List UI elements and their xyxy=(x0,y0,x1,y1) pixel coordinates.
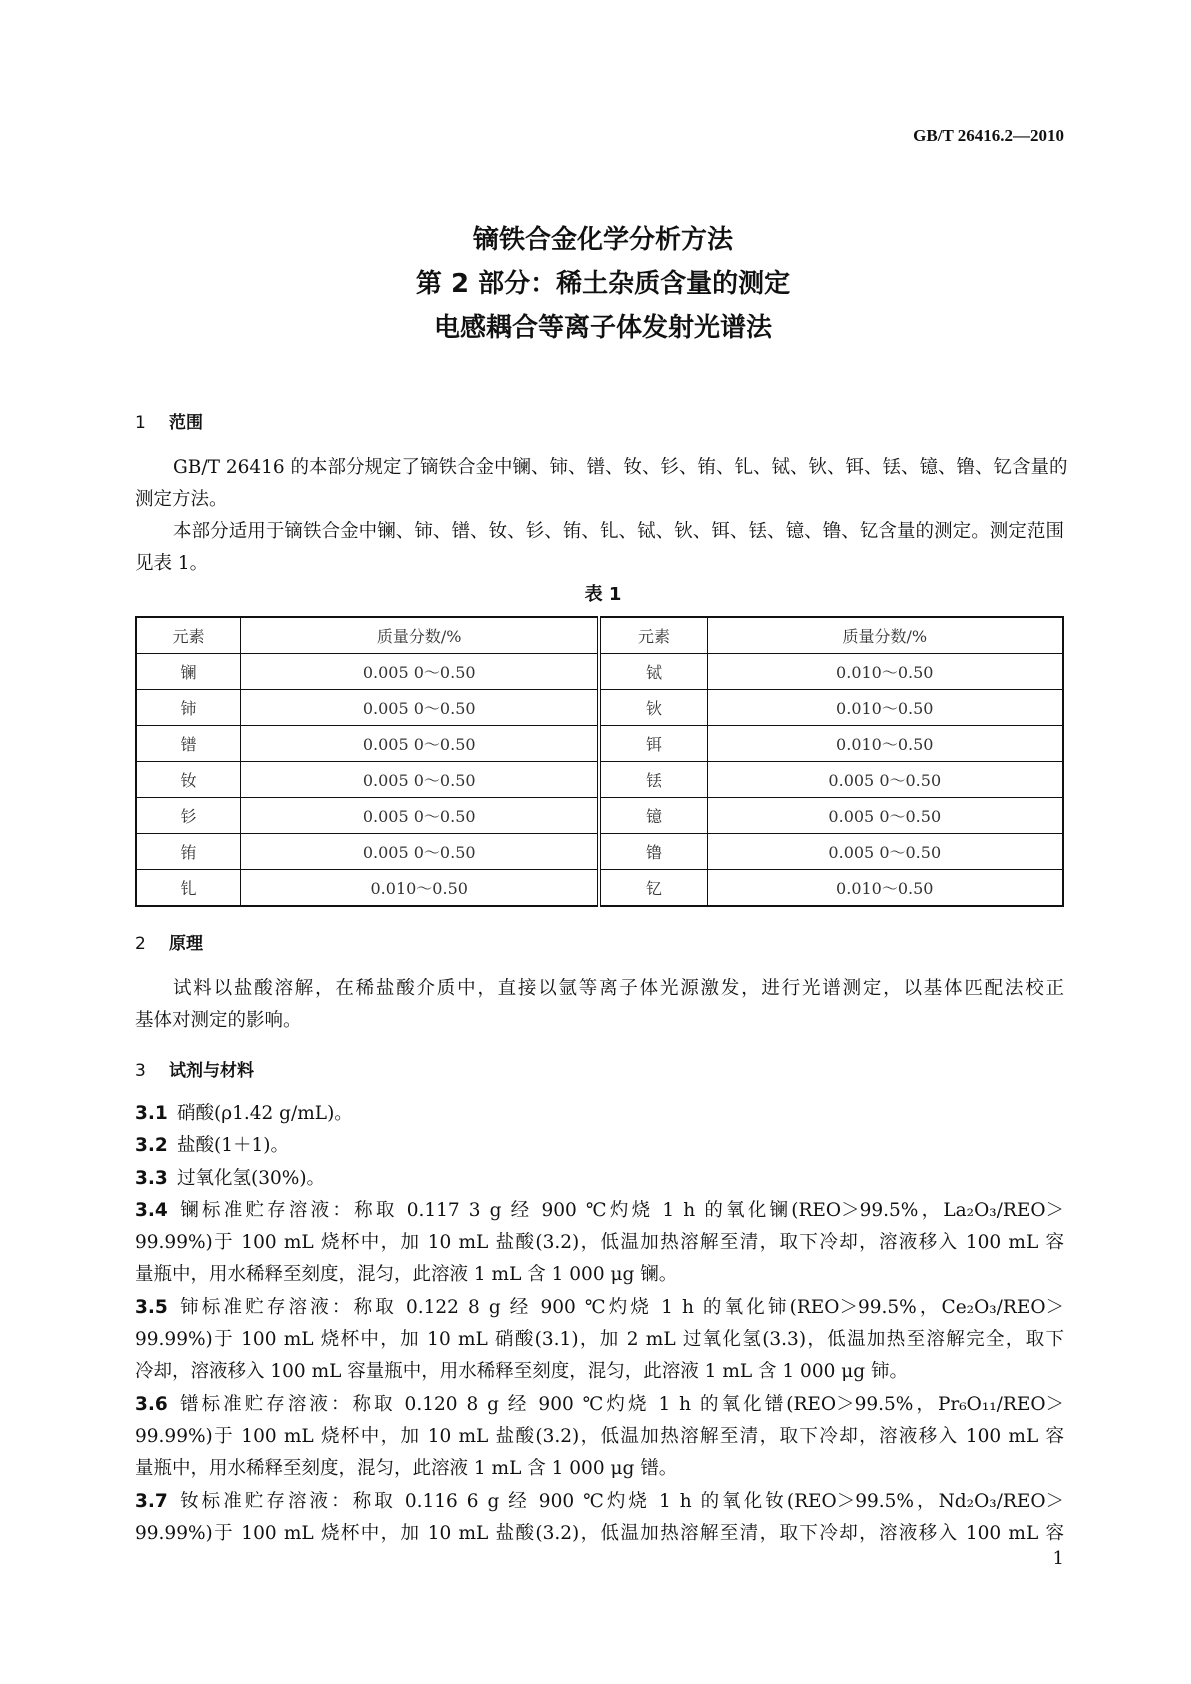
reagent-number: 3.5 xyxy=(135,1296,168,1318)
table-row xyxy=(136,726,1063,762)
mass-fraction-cell: 0.005 0～0.50 xyxy=(240,762,599,798)
mass-fraction-cell: 0.005 0～0.50 xyxy=(707,798,1063,834)
page-number: 1 xyxy=(1052,1548,1064,1569)
header-cell: 质量分数/% xyxy=(240,617,599,654)
mass-fraction-cell: 0.005 0～0.50 xyxy=(240,798,599,834)
reagent-number: 3.1 xyxy=(135,1103,168,1124)
reagent-text: 冷却，溶液移入 100 mL 容量瓶中，用水稀释至刻度，混匀，此溶液 1 mL 含 1 000 μg 铈。 xyxy=(135,1361,908,1383)
mass-fraction-cell: 0.005 0～0.50 xyxy=(707,762,1063,798)
mass-fraction-cell: 0.005 0～0.50 xyxy=(240,726,599,762)
element-cell: 铒 xyxy=(599,726,707,762)
reagent-number: 3.7 xyxy=(135,1490,168,1512)
reagent-text: 硝酸(ρ1.42 g/mL)。 xyxy=(177,1103,353,1124)
reagent-text: 99.99%)于 100 mL 烧杯中，加 10 mL 硝酸(3.1)，加 2 mL 过氧化氢(3.3)，低温加热至溶解完全，取下 xyxy=(135,1329,1064,1351)
element-cell: 钐 xyxy=(136,798,240,834)
element-cell: 钆 xyxy=(136,870,240,907)
reagent-text: 铈标准贮存溶液：称取 0.122 8 g 经 900 ℃灼烧 1 h 的氧化铈(REO＞99.5%，Ce₂O₃/REO＞ xyxy=(177,1296,1064,1318)
reagent-list xyxy=(135,1098,1064,1550)
element-cell: 铈 xyxy=(136,690,240,726)
reagent-text: 99.99%)于 100 mL 烧杯中，加 10 mL 盐酸(3.2)，低温加热溶解至清，取下冷却，溶液移入 100 mL 容 xyxy=(135,1522,1064,1544)
reagent-number: 3.2 xyxy=(135,1135,168,1157)
mass-fraction-cell: 0.010～0.50 xyxy=(707,726,1063,762)
header-cell: 元素 xyxy=(136,617,240,654)
section-heading-scope: 1 范围 xyxy=(135,413,203,433)
reagent-text: 过氧化氢(30%)。 xyxy=(177,1167,326,1189)
mass-fraction-cell: 0.010～0.50 xyxy=(240,870,599,907)
standard-number: GB/T 26416.2—2010 xyxy=(913,126,1064,145)
element-cell: 镧 xyxy=(136,654,240,690)
reagent-text: 镨标准贮存溶液：称取 0.120 8 g 经 900 ℃灼烧 1 h 的氧化镨(REO＞99.5%，Pr₆O₁₁/REO＞ xyxy=(177,1393,1064,1415)
reagent-text: 99.99%)于 100 mL 烧杯中，加 10 mL 盐酸(3.2)，低温加热溶解至清，取下冷却，溶液移入 100 mL 容 xyxy=(135,1232,1064,1254)
mass-fraction-cell: 0.010～0.50 xyxy=(707,690,1063,726)
reagent-item xyxy=(135,1486,1064,1551)
reagent-text: 镧标准贮存溶液：称取 0.117 3 g 经 900 ℃灼烧 1 h 的氧化镧(REO＞99.5%，La₂O₃/REO＞ xyxy=(177,1199,1064,1221)
principle-paragraph: 试料以盐酸溶解，在稀盐酸介质中，直接以氩等离子体光源激发，进行光谱测定，以基体匹配法校正 基体对测定的影响。 xyxy=(135,978,1064,1032)
section-heading-principle: 2 原理 xyxy=(135,934,203,954)
element-cell: 铽 xyxy=(599,654,707,690)
reagent-item xyxy=(135,1389,1064,1486)
reagent-item xyxy=(135,1098,1064,1130)
table-header-row xyxy=(136,617,1063,654)
section-heading-reagents: 3 试剂与材料 xyxy=(135,1061,254,1081)
table-row xyxy=(136,798,1063,834)
element-cell: 镨 xyxy=(136,726,240,762)
reagent-item xyxy=(135,1195,1064,1292)
element-cell: 铥 xyxy=(599,762,707,798)
table-caption: 表 1 xyxy=(584,584,622,605)
reagent-text: 量瓶中，用水稀释至刻度，混匀，此溶液 1 mL 含 1 000 μg 镨。 xyxy=(135,1458,678,1480)
mass-fraction-cell: 0.010～0.50 xyxy=(707,870,1063,907)
mass-fraction-cell: 0.005 0～0.50 xyxy=(240,690,599,726)
table-row xyxy=(136,654,1063,690)
mass-fraction-cell: 0.005 0～0.50 xyxy=(240,654,599,690)
title-line: 镝铁合金化学分析方法 xyxy=(472,225,733,255)
reagent-text: 99.99%)于 100 mL 烧杯中，加 10 mL 盐酸(3.2)，低温加热溶解至清，取下冷却，溶液移入 100 mL 容 xyxy=(135,1425,1064,1447)
header-cell: 元素 xyxy=(599,617,707,654)
reagent-number: 3.6 xyxy=(135,1393,168,1415)
reagent-text: 盐酸(1＋1)。 xyxy=(177,1135,289,1157)
header-cell: 质量分数/% xyxy=(707,617,1063,654)
element-range-table xyxy=(135,616,1064,907)
table-row xyxy=(136,834,1063,870)
element-cell: 铕 xyxy=(136,834,240,870)
reagent-text: 量瓶中，用水稀释至刻度，混匀，此溶液 1 mL 含 1 000 μg 镧。 xyxy=(135,1264,678,1286)
reagent-item xyxy=(135,1130,1064,1162)
table-row xyxy=(136,762,1063,798)
element-cell: 钇 xyxy=(599,870,707,907)
reagent-number: 3.3 xyxy=(135,1167,168,1189)
reagent-item xyxy=(135,1292,1064,1389)
mass-fraction-cell: 0.005 0～0.50 xyxy=(240,834,599,870)
scope-paragraph-1: GB/T 26416 的本部分规定了镝铁合金中镧、铈、镨、钕、钐、铕、钆、铽、钬、铒、铥、镱、镥、钇含量的 测定方法。 xyxy=(135,457,1068,511)
mass-fraction-cell: 0.010～0.50 xyxy=(707,654,1063,690)
reagent-number: 3.4 xyxy=(135,1199,168,1221)
reagent-text: 钕标准贮存溶液：称取 0.116 6 g 经 900 ℃灼烧 1 h 的氧化钕(REO＞99.5%，Nd₂O₃/REO＞ xyxy=(177,1490,1064,1512)
reagent-item xyxy=(135,1163,1064,1195)
mass-fraction-cell: 0.005 0～0.50 xyxy=(707,834,1063,870)
table-row xyxy=(136,690,1063,726)
element-cell: 钕 xyxy=(136,762,240,798)
document-title xyxy=(0,218,1191,350)
title-line: 电感耦合等离子体发射光谱法 xyxy=(433,313,772,343)
table-row xyxy=(136,870,1063,907)
element-cell: 镥 xyxy=(599,834,707,870)
element-cell: 钬 xyxy=(599,690,707,726)
scope-paragraph-2: 本部分适用于镝铁合金中镧、铈、镨、钕、钐、铕、钆、铽、钬、铒、铥、镱、镥、钇含量的测定。测定范围 见表 1。 xyxy=(135,521,1064,575)
title-line: 第 2 部分：稀土杂质含量的测定 xyxy=(415,269,791,299)
element-cell: 镱 xyxy=(599,798,707,834)
